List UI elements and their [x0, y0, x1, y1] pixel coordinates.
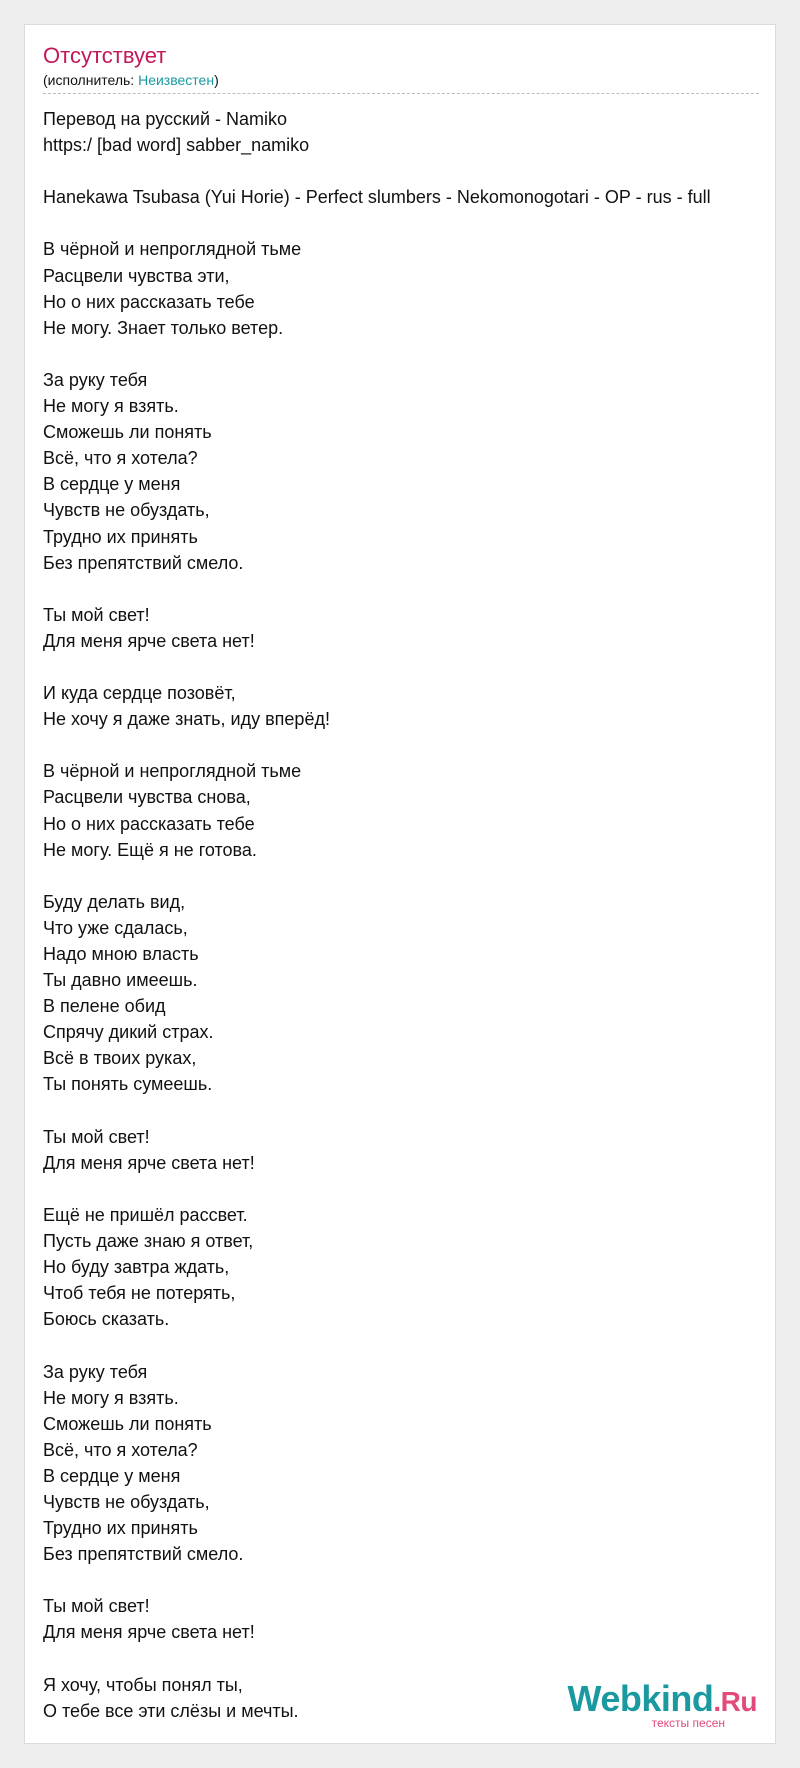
lyrics-line: Всё в твоих руках, — [43, 1048, 197, 1069]
lyrics-line: Для меня ярче света нет! — [43, 1152, 255, 1173]
artist-suffix: ) — [214, 72, 219, 88]
lyrics-line: Всё, что я хотела? — [43, 448, 198, 469]
artist-prefix: (исполнитель: — [43, 72, 139, 88]
lyrics-line: Сможешь ли понять — [43, 1413, 212, 1434]
lyrics-line: Без препятствий смело. — [43, 552, 244, 573]
lyrics-blank-line — [43, 863, 776, 889]
lyrics-line: Чувств не обуздать, — [43, 1491, 210, 1512]
lyrics-blank-line — [43, 732, 776, 758]
lyrics-line: Я хочу, чтобы понял ты, — [43, 1674, 243, 1695]
lyrics-blank-line — [43, 1098, 776, 1124]
song-header — [43, 43, 759, 89]
lyrics-blank-line — [43, 576, 776, 602]
lyrics-blank-line — [43, 158, 776, 184]
lyrics-line: Спрячу дикий страх. — [43, 1022, 214, 1043]
lyrics-line: Чувств не обуздать, — [43, 500, 210, 521]
lyrics-line: Сможешь ли понять — [43, 422, 212, 443]
lyrics-line: Всё, что я хотела? — [43, 1439, 198, 1460]
lyrics-line: Не могу. Ещё я не готова. — [43, 839, 257, 860]
lyrics-line: Без препятствий смело. — [43, 1544, 244, 1565]
site-logo[interactable] — [568, 1680, 757, 1729]
lyrics-line: Расцвели чувства снова, — [43, 787, 251, 808]
lyrics-line: В пелене обид — [43, 996, 166, 1017]
lyrics-line: Ты мой свет! — [43, 1596, 150, 1617]
logo-tagline: тексты песен — [651, 1716, 725, 1730]
lyrics-line: Ты мой свет! — [43, 604, 150, 625]
lyrics-blank-line — [43, 210, 776, 236]
lyrics-line: Ты давно имеешь. — [43, 970, 198, 991]
lyrics-line: Боюсь сказать. — [43, 1309, 170, 1330]
lyrics-line: Ещё не пришёл рассвет. — [43, 1204, 248, 1225]
logo-tld: Ru — [720, 1686, 757, 1717]
lyrics-line: https:/ [bad word] sabber_namiko — [43, 135, 310, 156]
lyrics-line: Ты мой свет! — [43, 1126, 150, 1147]
lyrics-line: За руку тебя — [43, 1361, 148, 1382]
lyrics-line: Перевод на русский - Namiko — [43, 109, 288, 129]
lyrics-blank-line — [43, 1646, 776, 1672]
header-divider — [43, 93, 759, 94]
lyrics-line: Но о них рассказать тебе — [43, 291, 255, 312]
logo-wordmark — [568, 1680, 757, 1721]
lyrics-blank-line — [43, 654, 776, 680]
logo-brand: Webkind — [567, 1678, 714, 1719]
lyrics-line: Трудно их принять — [43, 1518, 198, 1539]
lyrics-line: Надо мною власть — [43, 944, 199, 964]
lyrics-line: Трудно их принять — [43, 526, 198, 547]
lyrics-line: Для меня ярче света нет! — [43, 1622, 255, 1643]
lyrics-line: Расцвели чувства эти, — [43, 265, 230, 286]
lyrics-line: Ты понять сумеешь. — [43, 1074, 213, 1095]
artist-line — [43, 71, 759, 89]
lyrics-line: Не хочу я даже знать, иду вперёд! — [43, 709, 330, 730]
artist-link[interactable]: Неизвестен — [138, 72, 215, 88]
lyrics-blank-line — [43, 1332, 776, 1358]
lyrics-line: В чёрной и непроглядной тьме — [43, 239, 302, 260]
lyrics-line: В чёрной и непроглядной тьме — [43, 761, 302, 782]
lyrics-text — [43, 106, 776, 1724]
lyrics-line: И куда сердце позовёт, — [43, 683, 236, 704]
lyrics-line: Буду делать вид, — [43, 891, 186, 912]
lyrics-line: Но буду завтра ждать, — [43, 1257, 230, 1278]
lyrics-line: Пусть даже знаю я ответ, — [43, 1231, 254, 1252]
lyrics-line: Что уже сдалась, — [43, 917, 188, 938]
lyrics-blank-line — [43, 1176, 776, 1202]
lyrics-line: Не могу я взять. — [43, 396, 179, 417]
song-title: Отсутствует — [43, 43, 167, 68]
lyrics-line: Но о них рассказать тебе — [43, 813, 255, 834]
lyrics-line: В сердце у меня — [43, 474, 181, 495]
lyrics-line: Не могу я взять. — [43, 1387, 179, 1408]
lyrics-line: В сердце у меня — [43, 1465, 181, 1486]
lyrics-line: О тебе все эти слёзы и мечты. — [43, 1700, 299, 1721]
lyrics-card — [24, 24, 776, 1744]
logo-dot: . — [713, 1686, 721, 1717]
lyrics-line: Не могу. Знает только ветер. — [43, 317, 284, 338]
lyrics-blank-line — [43, 341, 776, 367]
lyrics-line: Чтоб тебя не потерять, — [43, 1283, 236, 1304]
lyrics-line: Для меня ярче света нет! — [43, 630, 255, 651]
lyrics-line: Hanekawa Tsubasa (Yui Horie) - Perfect slumbers - Nekomonogotari - OP - rus - full — [43, 187, 711, 208]
lyrics-blank-line — [43, 1567, 776, 1593]
lyrics-line: За руку тебя — [43, 369, 148, 390]
